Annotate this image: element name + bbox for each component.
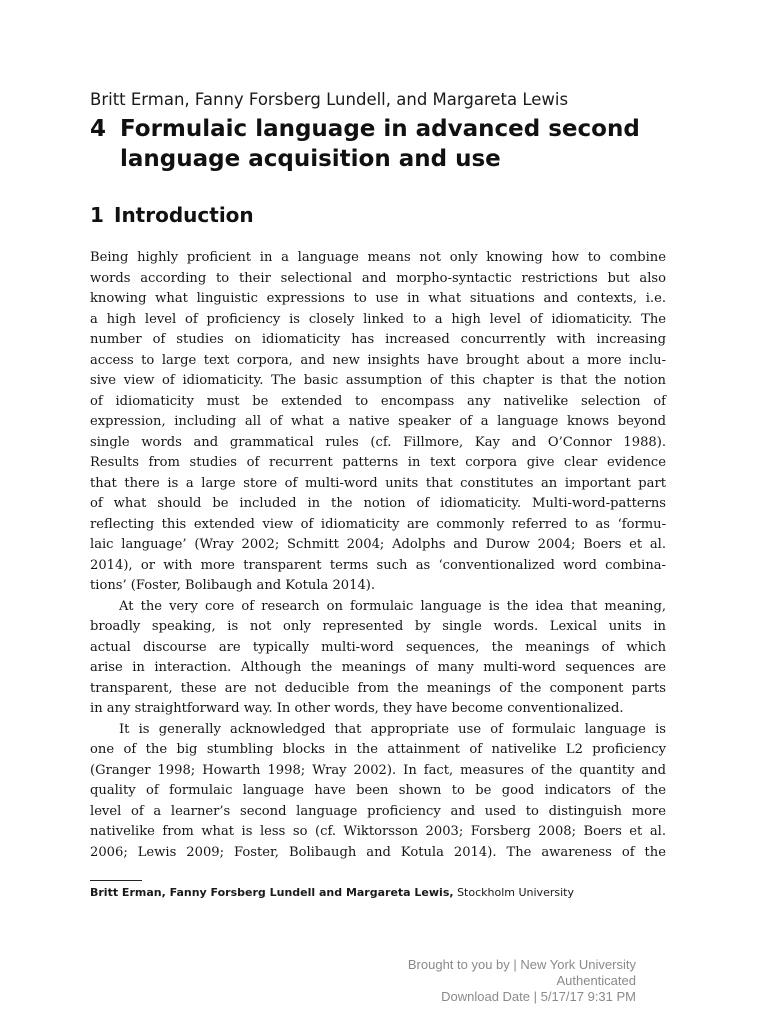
paragraph-line: level of a learner’s second language proficiency and used to distinguish more	[90, 803, 666, 819]
paragraph-line: single words and grammatical rules (cf. Fillmore, Kay and O’Connor 1988).	[90, 434, 666, 450]
access-stamp-line-1: Brought to you by | New York University	[407, 957, 636, 972]
chapter-title-line-1	[90, 114, 690, 144]
paragraph-line: broadly speaking, is not only represented by single words. Lexical units in	[90, 619, 666, 634]
paragraph-line: actual discourse are typically multi-word sequences, the meanings of which	[90, 639, 666, 655]
paragraph-line: transparent, these are not deducible from the meanings of the component parts	[90, 680, 666, 696]
section-title: Introduction	[114, 203, 254, 227]
footnote-rule	[90, 880, 142, 881]
paragraph-line: quality of formulaic language have been shown to be good indicators of the	[90, 783, 666, 798]
author-affiliation-footnote	[90, 886, 574, 899]
chapter-title	[90, 114, 690, 174]
chapter-title-line-2: language acquisition and use	[120, 146, 501, 172]
paragraph-line: tions’ (Foster, Bolibaugh and Kotula 2014).	[90, 578, 376, 593]
paragraph-line: one of the big stumbling blocks in the attainment of nativelike L2 proficiency	[90, 742, 666, 757]
access-stamp	[408, 957, 636, 1005]
chapter-title-text-1: Formulaic language in advanced second	[120, 116, 640, 142]
chapter-authors: Britt Erman, Fanny Forsberg Lundell, and Margareta Lewis	[90, 90, 569, 109]
paragraph-line: knowing what linguistic expressions to use in what situations and contexts, i.e.	[90, 291, 666, 306]
paragraph-line: 2014), or with more transparent terms such as ‘conventionalized word combina-	[90, 557, 666, 573]
paragraph-line: of what should be included in the notion of idiomaticity. Multi-word-patterns	[90, 496, 666, 511]
paragraph-line: of idiomaticity must be extended to encompass any nativelike selection of	[90, 393, 666, 409]
paragraph-line: laic language’ (Wray 2002; Schmitt 2004; Adolphs and Durow 2004; Boers et al.	[90, 537, 666, 552]
paragraph-line: Being highly proficient in a language means not only knowing how to combine	[90, 250, 666, 265]
paragraph-line: reflecting this extended view of idiomaticity are commonly referred to as ‘formu-	[90, 516, 666, 532]
paragraph-line: (Granger 1998; Howarth 1998; Wray 2002). In fact, measures of the quantity and	[90, 762, 666, 778]
paragraph-line: that there is a large store of multi-word units that constitutes an important part	[90, 475, 666, 491]
paragraph-line: sive view of idiomaticity. The basic assumption of this chapter is that the notion	[90, 373, 666, 388]
paragraph-line: number of studies on idiomaticity has increased concurrently with increasing	[90, 332, 666, 347]
section-number: 1	[90, 203, 104, 227]
paragraph-line: nativelike from what is less so (cf. Wiktorsson 2003; Forsberg 2008; Boers et al.	[90, 824, 666, 839]
paragraph-line: a high level of proficiency is closely linked to a high level of idiomaticity. The	[90, 311, 666, 327]
body-text	[90, 248, 666, 863]
paragraph-line: 2006; Lewis 2009; Foster, Bolibaugh and Kotula 2014). The awareness of the	[90, 844, 666, 860]
access-stamp-line-3: Download Date | 5/17/17 9:31 PM	[441, 989, 636, 1004]
paragraph-line: Results from studies of recurrent patterns in text corpora give clear evidence	[90, 455, 666, 470]
paragraph-line: expression, including all of what a native speaker of a language knows beyond	[90, 414, 666, 429]
paragraph-line: It is generally acknowledged that appropriate use of formulaic language is	[119, 721, 666, 737]
paragraph-line: words according to their selectional and morpho-syntactic restrictions but also	[90, 270, 666, 286]
chapter-number: 4	[90, 116, 107, 142]
paragraph-line: At the very core of research on formulaic language is the idea that meaning,	[119, 598, 666, 614]
access-stamp-line-2: Authenticated	[556, 973, 636, 988]
footnote-author-names: Britt Erman, Fanny Forsberg Lundell and Margareta Lewis,	[90, 886, 454, 899]
section-heading	[90, 203, 254, 227]
paragraph-line: in any straightforward way. In other words, they have become conventionalized.	[90, 701, 624, 716]
paragraph-line: arise in interaction. Although the meanings of many multi-word sequences are	[90, 660, 666, 675]
paragraph-line: access to large text corpora, and new insights have brought about a more inclu-	[90, 352, 666, 368]
footnote-affiliation: Stockholm University	[457, 886, 574, 899]
